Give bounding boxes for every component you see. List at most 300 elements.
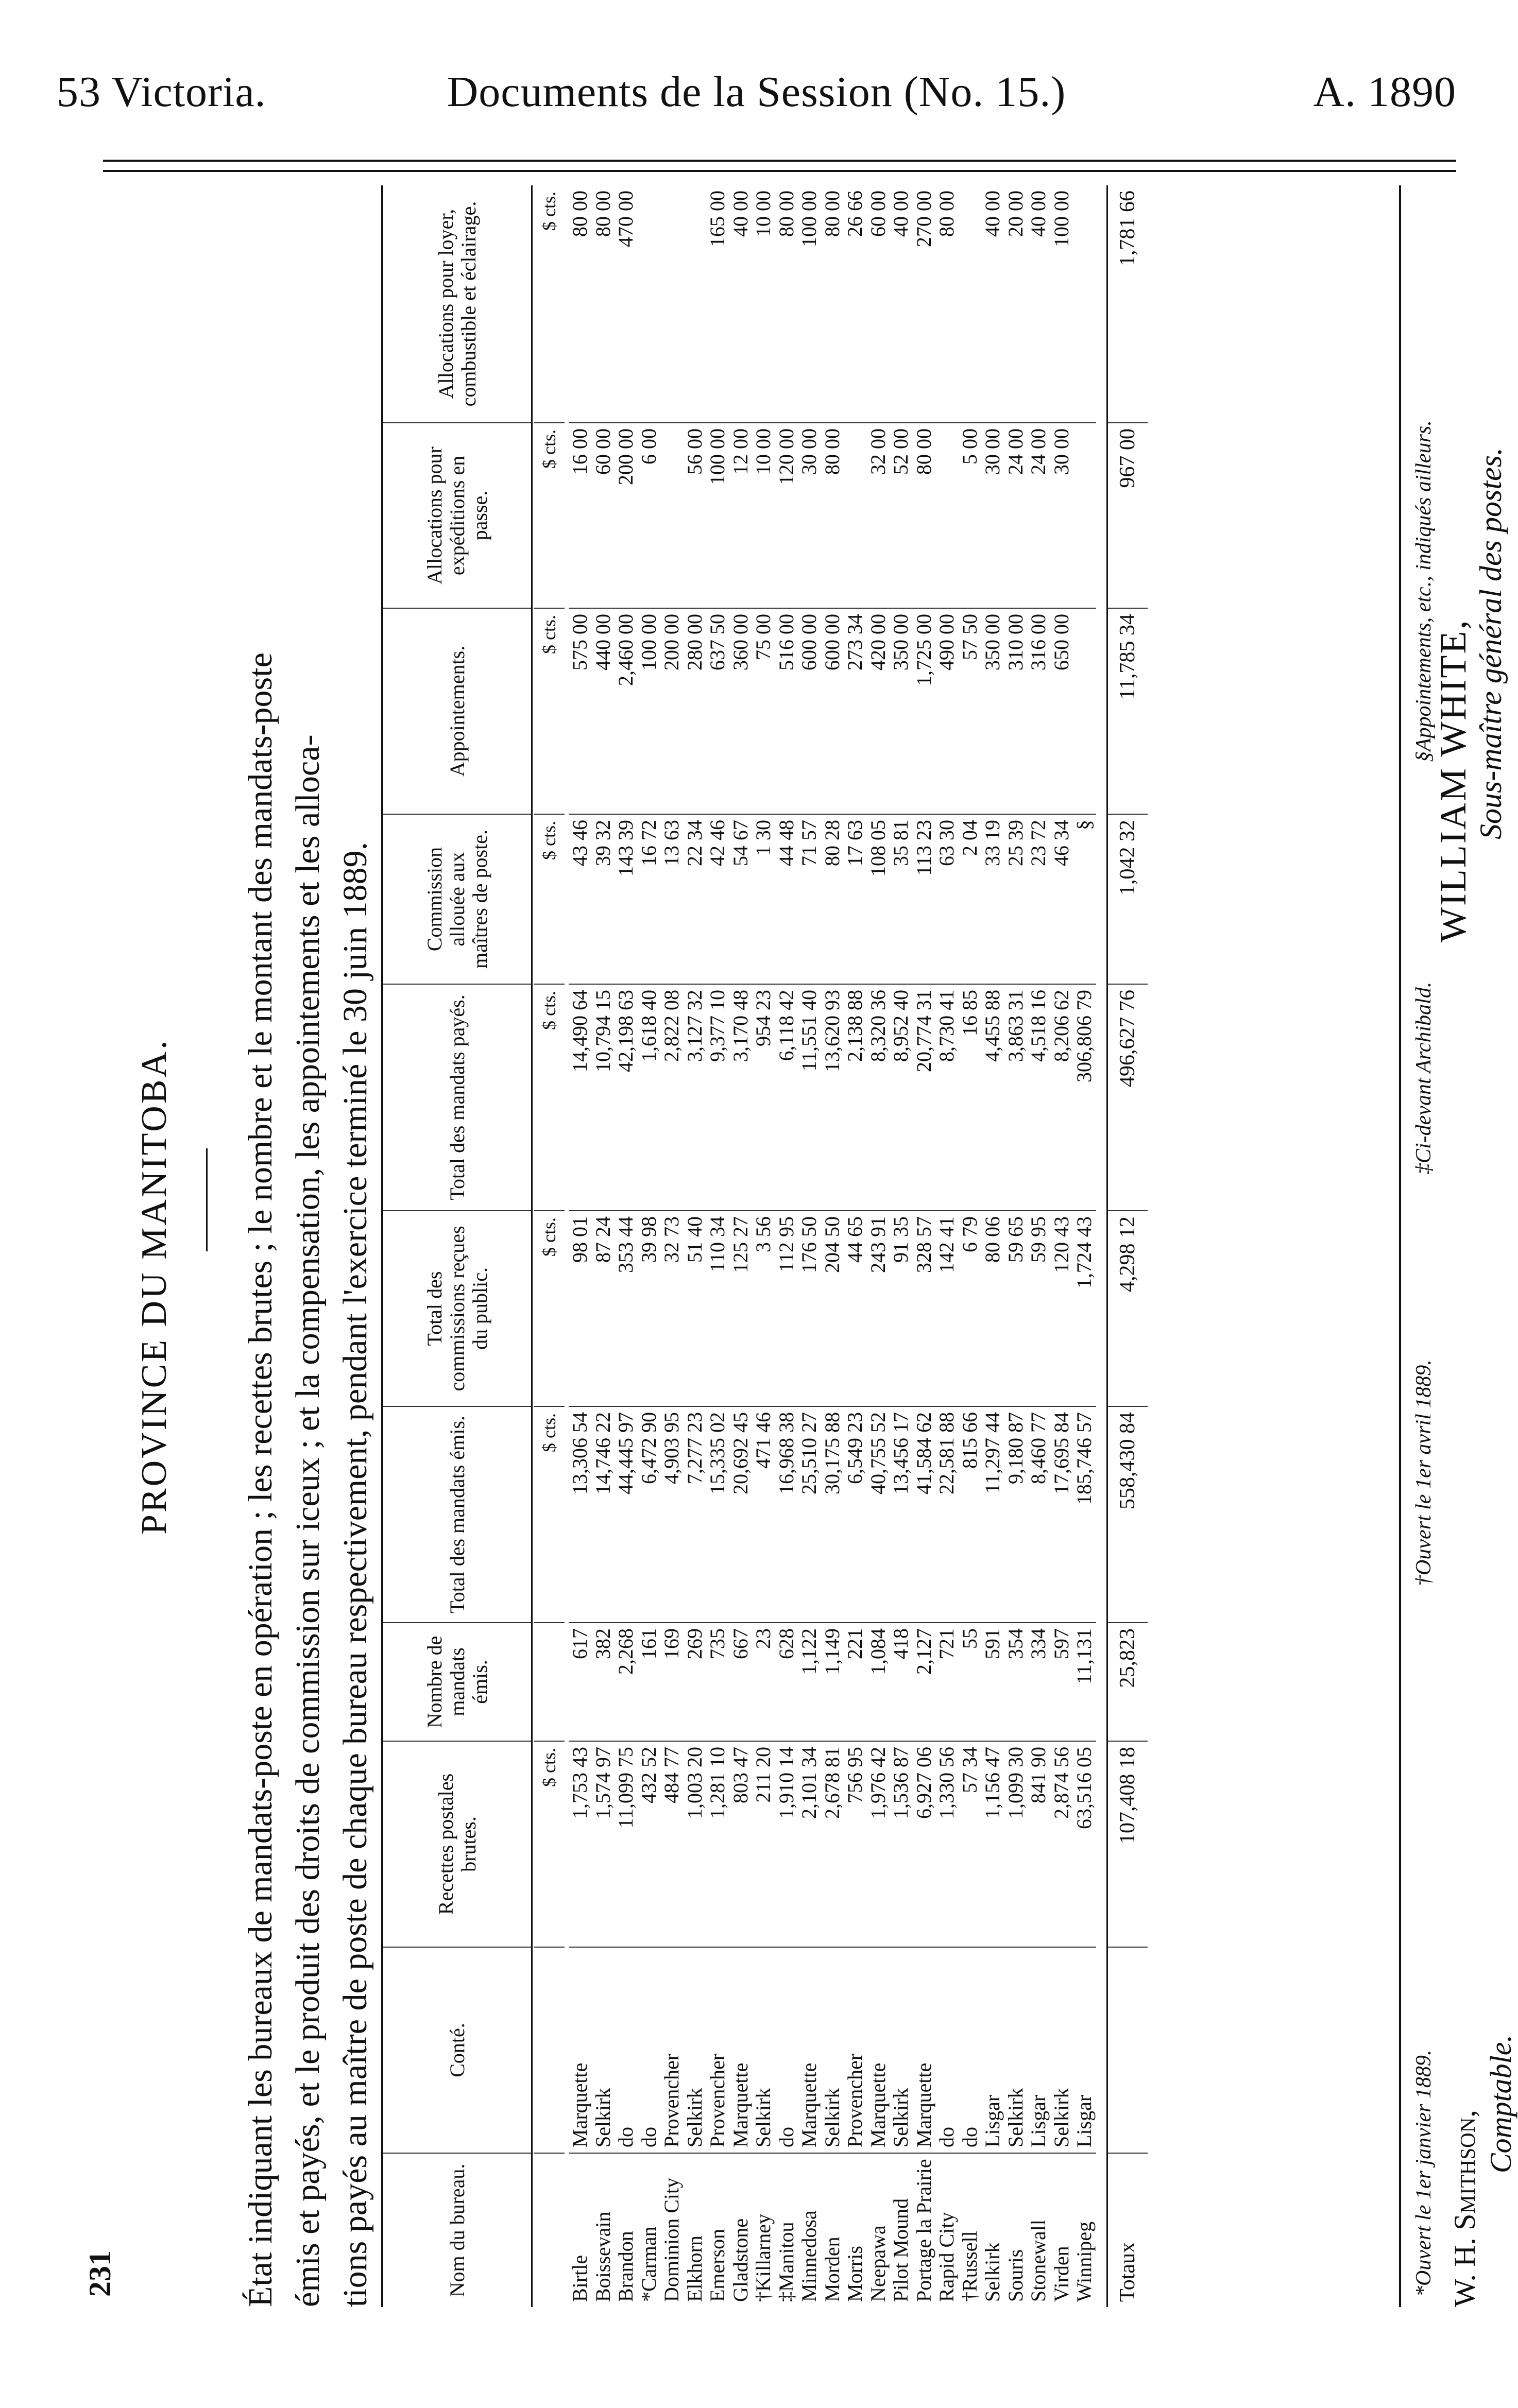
value-cell: 13,620 93 bbox=[821, 984, 844, 1210]
county-cell: Lisgar bbox=[981, 1947, 1004, 2153]
value-cell: 516 00 bbox=[775, 608, 798, 814]
totals-cell: 496,627 76 bbox=[1108, 984, 1148, 1210]
value-cell: 185,746 57 bbox=[1073, 1406, 1096, 1622]
value-cell: 143 39 bbox=[615, 814, 638, 984]
intro-paragraph bbox=[237, 185, 379, 2307]
value-cell: 1,910 14 bbox=[775, 1741, 798, 1947]
value-cell: 617 bbox=[569, 1622, 592, 1741]
header-rule bbox=[103, 160, 1456, 162]
value-cell: 17 63 bbox=[844, 814, 867, 984]
value-cell: 1,330 56 bbox=[935, 1741, 959, 1947]
col-header-receipts: Recettes postales brutes. bbox=[383, 1741, 531, 1947]
value-cell: 2,127 bbox=[913, 1622, 936, 1741]
table-row bbox=[798, 185, 821, 2307]
table-row bbox=[959, 185, 982, 2307]
totals-cell: 1,042 32 bbox=[1108, 814, 1148, 984]
county-cell: do bbox=[935, 1947, 959, 2153]
value-cell: 484 77 bbox=[660, 1741, 684, 1947]
unit-cell: $ cts. bbox=[539, 192, 559, 231]
value-cell: 87 24 bbox=[592, 1210, 615, 1406]
value-cell: 204 50 bbox=[821, 1210, 844, 1406]
value-cell: 280 00 bbox=[684, 608, 707, 814]
table-row bbox=[1050, 185, 1073, 2307]
intro-line: émis et payés, et le produit des droits de commission sur iceux ; et la compensation, les appointements et les alloca- bbox=[289, 734, 327, 2307]
value-cell bbox=[660, 185, 684, 422]
value-cell: 211 20 bbox=[752, 1741, 775, 1947]
value-cell: 1 30 bbox=[752, 814, 775, 984]
value-cell: 273 34 bbox=[844, 608, 867, 814]
value-cell: 1,976 42 bbox=[867, 1741, 890, 1947]
value-cell: 110 34 bbox=[706, 1210, 729, 1406]
value-cell: 360 00 bbox=[729, 608, 753, 814]
value-cell: 8,320 36 bbox=[867, 984, 890, 1210]
value-cell: 44 48 bbox=[775, 814, 798, 984]
value-cell: 270 00 bbox=[912, 191, 935, 247]
value-cell: 1,574 97 bbox=[592, 1741, 615, 1947]
value-cell: 2,822 08 bbox=[660, 984, 684, 1210]
county-cell: Marquette bbox=[867, 1947, 890, 2153]
value-cell: 7,277 23 bbox=[684, 1406, 707, 1622]
office-name-cell: *Carman bbox=[638, 2153, 661, 2307]
unit-cell: $ cts. bbox=[534, 814, 565, 984]
value-cell: 35 81 bbox=[890, 814, 913, 984]
table-row bbox=[1004, 185, 1028, 2307]
office-name-cell: Brandon bbox=[615, 2153, 638, 2307]
value-cell: 17,695 84 bbox=[1050, 1406, 1073, 1622]
value-cell: 2,101 34 bbox=[798, 1741, 821, 1947]
value-cell: 75 00 bbox=[752, 608, 775, 814]
value-cell: 44,445 97 bbox=[615, 1406, 638, 1622]
value-cell: 637 50 bbox=[706, 608, 729, 814]
province-title: PROVINCE DU MANITOBA. bbox=[134, 1038, 174, 1535]
totals-cell: 25,823 bbox=[1108, 1622, 1148, 1741]
value-cell: 382 bbox=[592, 1622, 615, 1741]
col-header-orders-count: Nombre de mandats émis. bbox=[383, 1622, 531, 1741]
value-cell: 55 bbox=[959, 1622, 982, 1741]
value-cell: 8,206 62 bbox=[1050, 984, 1073, 1210]
value-cell: 13 63 bbox=[660, 814, 684, 984]
table-row bbox=[867, 185, 890, 2307]
col-header-dispatch-allowance: Allocations pour expéditions en passe. bbox=[383, 422, 531, 608]
totals-cell: 11,785 34 bbox=[1108, 608, 1148, 814]
value-cell: 40,755 52 bbox=[867, 1406, 890, 1622]
value-cell: 22 34 bbox=[684, 814, 707, 984]
county-cell: Selkirk bbox=[684, 1947, 707, 2153]
value-cell: 1,618 40 bbox=[638, 984, 661, 1210]
office-name-cell: Dominion City bbox=[660, 2153, 684, 2307]
office-name-cell: †Killarney bbox=[752, 2153, 775, 2307]
value-cell: 100 00 bbox=[797, 191, 821, 247]
county-cell: Lisgar bbox=[1027, 1947, 1050, 2153]
table-row bbox=[660, 185, 684, 2307]
value-cell bbox=[959, 185, 982, 422]
office-name-cell: Souris bbox=[1004, 2153, 1028, 2307]
office-name-cell: ‡Manitou bbox=[775, 2153, 798, 2307]
table-row bbox=[638, 185, 661, 2307]
header-session: 53 Victoria. bbox=[57, 68, 266, 116]
value-cell: 11,551 40 bbox=[798, 984, 821, 1210]
county-cell: do bbox=[959, 1947, 982, 2153]
value-cell: 334 bbox=[1027, 1622, 1050, 1741]
office-name-cell: Birtle bbox=[569, 2153, 592, 2307]
value-cell: 25,510 27 bbox=[798, 1406, 821, 1622]
value-cell: 112 95 bbox=[775, 1210, 798, 1406]
col-header-salaries: Appointements. bbox=[383, 608, 531, 814]
county-cell: Provencher bbox=[844, 1947, 867, 2153]
value-cell: 243 91 bbox=[867, 1210, 890, 1406]
value-cell: 59 95 bbox=[1027, 1210, 1050, 1406]
value-cell: 142 41 bbox=[935, 1210, 959, 1406]
value-cell: 13,306 54 bbox=[569, 1406, 592, 1622]
value-cell: 71 57 bbox=[798, 814, 821, 984]
intro-line: État indiquant les bureaux de mandats-poste en opération ; les recettes brutes ; le nombre et le montant des mandats-poste bbox=[242, 652, 279, 2307]
county-cell: Marquette bbox=[569, 1947, 592, 2153]
value-cell: 803 47 bbox=[729, 1741, 753, 1947]
value-cell bbox=[638, 185, 661, 422]
value-cell: 6,472 90 bbox=[638, 1406, 661, 1622]
totals-cell: 558,430 84 bbox=[1108, 1406, 1148, 1622]
value-cell: 350 00 bbox=[890, 608, 913, 814]
value-cell: 20,774 31 bbox=[913, 984, 936, 1210]
value-cell: 80 00 bbox=[935, 191, 959, 237]
value-cell: 40 00 bbox=[728, 191, 752, 237]
unit-cell: $ cts. bbox=[534, 422, 565, 608]
value-cell: 39 98 bbox=[638, 1210, 661, 1406]
value-cell: 2,678 81 bbox=[821, 1741, 844, 1947]
value-cell: 169 bbox=[660, 1622, 684, 1741]
value-cell: 1,725 00 bbox=[913, 608, 936, 814]
value-cell: 735 bbox=[706, 1622, 729, 1741]
value-cell: 60 00 bbox=[866, 191, 890, 237]
value-cell: 8,730 41 bbox=[935, 984, 959, 1210]
table-row bbox=[592, 185, 615, 2307]
col-header-rent-allowance: Allocations pour loyer, combustible et éclairage. bbox=[434, 201, 480, 407]
accountant-title: Comptable. bbox=[1484, 2034, 1517, 2173]
value-cell: 310 00 bbox=[1004, 608, 1028, 814]
value-cell: 108 05 bbox=[867, 814, 890, 984]
value-cell: 23 bbox=[752, 1622, 775, 1741]
accountant-name: W. H. Smithson, bbox=[1448, 2110, 1481, 2307]
unit-cell bbox=[534, 2153, 565, 2307]
office-name-cell: Elkhorn bbox=[684, 2153, 707, 2307]
county-cell: Provencher bbox=[660, 1947, 684, 2153]
value-cell: 57 50 bbox=[959, 608, 982, 814]
value-cell: 120 43 bbox=[1050, 1210, 1073, 1406]
value-cell: 1,003 20 bbox=[684, 1741, 707, 1947]
value-cell: 80 00 bbox=[568, 191, 592, 237]
value-cell: 954 23 bbox=[752, 984, 775, 1210]
value-cell: 80 00 bbox=[591, 191, 615, 237]
value-cell: 490 00 bbox=[935, 608, 959, 814]
table-row bbox=[935, 185, 959, 2307]
value-cell: 40 00 bbox=[1027, 191, 1050, 237]
unit-cell: $ cts. bbox=[534, 984, 565, 1210]
unit-cell: $ cts. bbox=[534, 608, 565, 814]
value-cell bbox=[684, 185, 707, 422]
value-cell: 667 bbox=[729, 1622, 753, 1741]
value-cell: 721 bbox=[935, 1622, 959, 1741]
page-number: 231 bbox=[83, 2250, 117, 2297]
value-cell: 100 00 bbox=[706, 422, 729, 608]
value-cell: 42 46 bbox=[706, 814, 729, 984]
office-name-cell: Minnedosa bbox=[798, 2153, 821, 2307]
value-cell: 2,874 56 bbox=[1050, 1741, 1073, 1947]
value-cell: 33 19 bbox=[981, 814, 1004, 984]
unit-cell bbox=[534, 1947, 565, 2153]
totals-cell: 1,781 66 bbox=[1116, 191, 1139, 266]
value-cell: 221 bbox=[844, 1622, 867, 1741]
value-cell: 80 00 bbox=[820, 191, 844, 237]
county-cell: Selkirk bbox=[1050, 1947, 1073, 2153]
value-cell: 161 bbox=[638, 1622, 661, 1741]
table-row bbox=[752, 185, 775, 2307]
rotated-page-body bbox=[83, 185, 1517, 2307]
value-cell: 39 32 bbox=[592, 814, 615, 984]
value-cell: 23 72 bbox=[1027, 814, 1050, 984]
value-cell: 54 67 bbox=[729, 814, 753, 984]
value-cell: 14,490 64 bbox=[569, 984, 592, 1210]
header-year: A. 1890 bbox=[1313, 68, 1456, 116]
value-cell: 6,549 23 bbox=[844, 1406, 867, 1622]
county-cell: do bbox=[615, 1947, 638, 2153]
value-cell: 2,460 00 bbox=[615, 608, 638, 814]
value-cell: 2,138 88 bbox=[844, 984, 867, 1210]
office-name-cell: Selkirk bbox=[981, 2153, 1004, 2307]
value-cell: 2,268 bbox=[615, 1622, 638, 1741]
units-row bbox=[534, 185, 565, 2307]
value-cell: 63 30 bbox=[935, 814, 959, 984]
value-cell: 41,584 62 bbox=[913, 1406, 936, 1622]
value-cell: 32 00 bbox=[867, 422, 890, 608]
value-cell: 13,456 17 bbox=[890, 1406, 913, 1622]
office-name-cell: †Russell bbox=[959, 2153, 982, 2307]
value-cell: 306,806 79 bbox=[1073, 984, 1096, 1210]
totals-cell bbox=[1108, 1947, 1148, 2153]
value-cell: 40 00 bbox=[981, 191, 1004, 237]
value-cell: 9,180 87 bbox=[1004, 1406, 1028, 1622]
value-cell: 6,118 42 bbox=[775, 984, 798, 1210]
value-cell: 52 00 bbox=[890, 422, 913, 608]
county-cell: Selkirk bbox=[821, 1947, 844, 2153]
deputy-postmaster-name: WILLIAM WHITE, bbox=[1432, 618, 1474, 942]
value-cell: 1,122 bbox=[798, 1622, 821, 1741]
county-cell: Marquette bbox=[729, 1947, 753, 2153]
footnote: ‡Ci-devant Archibald. bbox=[1412, 982, 1436, 1174]
county-cell: Marquette bbox=[913, 1947, 936, 2153]
value-cell: 15,335 02 bbox=[706, 1406, 729, 1622]
value-cell: 353 44 bbox=[615, 1210, 638, 1406]
intro-line: tions payés au maître de poste de chaque bureau respectivement, pendant l'exercice terminé le 30 juin 1889. bbox=[336, 841, 374, 2307]
value-cell: 815 66 bbox=[959, 1406, 982, 1622]
county-cell: Selkirk bbox=[1004, 1947, 1028, 2153]
value-cell: 46 34 bbox=[1050, 814, 1073, 984]
county-cell: do bbox=[638, 1947, 661, 2153]
table-row bbox=[569, 185, 592, 2307]
value-cell: 3 56 bbox=[752, 1210, 775, 1406]
value-cell: 841 90 bbox=[1027, 1741, 1050, 1947]
value-cell bbox=[844, 422, 867, 608]
value-cell: 24 00 bbox=[1027, 422, 1050, 608]
value-cell: 98 01 bbox=[569, 1210, 592, 1406]
value-cell: 3,127 32 bbox=[684, 984, 707, 1210]
col-header-county: Conté. bbox=[383, 1947, 531, 2153]
value-cell: 26 66 bbox=[843, 191, 867, 237]
table-row bbox=[706, 185, 729, 2307]
office-name-cell: Rapid City bbox=[935, 2153, 959, 2307]
value-cell: 80 00 bbox=[774, 191, 798, 237]
table-row bbox=[615, 185, 638, 2307]
value-cell: 470 00 bbox=[614, 191, 638, 247]
value-cell: 42,198 63 bbox=[615, 984, 638, 1210]
value-cell: 6 00 bbox=[638, 422, 661, 608]
table-row bbox=[890, 185, 913, 2307]
value-cell: 57 34 bbox=[959, 1741, 982, 1947]
value-cell: 1,156 47 bbox=[981, 1741, 1004, 1947]
footnote: *Ouvert le 1er janvier 1889. bbox=[1412, 2050, 1436, 2297]
value-cell: 100 00 bbox=[638, 608, 661, 814]
value-cell: 20,692 45 bbox=[729, 1406, 753, 1622]
office-name-cell: Emerson bbox=[706, 2153, 729, 2307]
value-cell: 200 00 bbox=[660, 608, 684, 814]
value-cell: 6 79 bbox=[959, 1210, 982, 1406]
office-name-cell: Morden bbox=[821, 2153, 844, 2307]
unit-cell: $ cts. bbox=[534, 1210, 565, 1406]
value-cell: 418 bbox=[890, 1622, 913, 1741]
value-cell: 3,863 31 bbox=[1004, 984, 1028, 1210]
col-header-orders-paid: Total des mandats payés. bbox=[383, 984, 531, 1210]
value-cell: 30 00 bbox=[981, 422, 1004, 608]
value-cell bbox=[935, 422, 959, 608]
value-cell: 597 bbox=[1050, 1622, 1073, 1741]
value-cell: 80 28 bbox=[821, 814, 844, 984]
office-name-cell: Morris bbox=[844, 2153, 867, 2307]
header-title: Documents de la Session (No. 15.) bbox=[447, 68, 1066, 116]
county-cell: do bbox=[775, 1947, 798, 2153]
value-cell: 16 85 bbox=[959, 984, 982, 1210]
value-cell: 16,968 38 bbox=[775, 1406, 798, 1622]
value-cell: 471 46 bbox=[752, 1406, 775, 1622]
office-name-cell: Stonewall bbox=[1027, 2153, 1050, 2307]
value-cell bbox=[1073, 608, 1096, 814]
value-cell: 63,516 05 bbox=[1073, 1741, 1096, 1947]
value-cell: 600 00 bbox=[798, 608, 821, 814]
value-cell: 4,518 16 bbox=[1027, 984, 1050, 1210]
table-header-row bbox=[383, 185, 533, 2307]
value-cell: 328 57 bbox=[913, 1210, 936, 1406]
footnote: †Ouvert le 1er avril 1889. bbox=[1412, 1360, 1436, 1586]
value-cell: 10,794 15 bbox=[592, 984, 615, 1210]
value-cell: 40 00 bbox=[889, 191, 913, 237]
page-header bbox=[57, 67, 1456, 129]
value-cell: 43 46 bbox=[569, 814, 592, 984]
header-rule-2 bbox=[103, 170, 1456, 172]
office-name-cell: Virden bbox=[1050, 2153, 1073, 2307]
value-cell: 20 00 bbox=[1003, 191, 1027, 237]
value-cell: 30 00 bbox=[1050, 422, 1073, 608]
value-cell: 200 00 bbox=[615, 422, 638, 608]
value-cell: 1,724 43 bbox=[1073, 1210, 1096, 1406]
value-cell: 24 00 bbox=[1004, 422, 1028, 608]
value-cell bbox=[660, 422, 684, 608]
value-cell: 8,460 77 bbox=[1027, 1406, 1050, 1622]
value-cell: 60 00 bbox=[592, 422, 615, 608]
office-name-cell: Boissevain bbox=[592, 2153, 615, 2307]
office-name-cell: Gladstone bbox=[729, 2153, 753, 2307]
county-cell: Provencher bbox=[706, 1947, 729, 2153]
value-cell: 4,903 95 bbox=[660, 1406, 684, 1622]
value-cell: 25 39 bbox=[1004, 814, 1028, 984]
value-cell: 1,149 bbox=[821, 1622, 844, 1741]
county-cell: Selkirk bbox=[592, 1947, 615, 2153]
table-row bbox=[981, 185, 1004, 2307]
unit-cell: $ cts. bbox=[534, 1406, 565, 1622]
value-cell: 591 bbox=[981, 1622, 1004, 1741]
value-cell: 32 73 bbox=[660, 1210, 684, 1406]
value-cell: 80 06 bbox=[981, 1210, 1004, 1406]
value-cell: 2 04 bbox=[959, 814, 982, 984]
value-cell: 100 00 bbox=[1049, 191, 1073, 247]
value-cell: 30 00 bbox=[798, 422, 821, 608]
value-cell: 11,297 44 bbox=[981, 1406, 1004, 1622]
value-cell: 1,099 30 bbox=[1004, 1741, 1028, 1947]
office-name-cell: Portage la Prairie bbox=[913, 2153, 936, 2307]
office-name-cell: Pilot Mound bbox=[890, 2153, 913, 2307]
office-name-cell: Neepawa bbox=[867, 2153, 890, 2307]
totals-row bbox=[1106, 185, 1148, 2307]
value-cell: 1,536 87 bbox=[890, 1741, 913, 1947]
value-cell: 600 00 bbox=[821, 608, 844, 814]
value-cell: 165 00 bbox=[706, 191, 729, 247]
value-cell: § bbox=[1073, 814, 1096, 984]
value-cell: 11,099 75 bbox=[615, 1741, 638, 1947]
value-cell: 5 00 bbox=[959, 422, 982, 608]
value-cell: 440 00 bbox=[592, 608, 615, 814]
value-cell: 756 95 bbox=[844, 1741, 867, 1947]
county-cell: Selkirk bbox=[890, 1947, 913, 2153]
value-cell: 3,170 48 bbox=[729, 984, 753, 1210]
value-cell: 30,175 88 bbox=[821, 1406, 844, 1622]
office-name-cell: Winnipeg bbox=[1073, 2153, 1096, 2307]
deputy-postmaster-title: Sous-maître général des postes. bbox=[1474, 447, 1508, 839]
value-cell: 8,952 40 bbox=[890, 984, 913, 1210]
value-cell: 1,084 bbox=[867, 1622, 890, 1741]
value-cell: 628 bbox=[775, 1622, 798, 1741]
title-rule bbox=[206, 1148, 208, 1251]
value-cell: 420 00 bbox=[867, 608, 890, 814]
value-cell: 120 00 bbox=[775, 422, 798, 608]
value-cell: 80 00 bbox=[821, 422, 844, 608]
value-cell: 10 00 bbox=[752, 422, 775, 608]
col-header-commission-allowed: Commission allouée aux maîtres de poste. bbox=[383, 814, 531, 984]
value-cell: 9,377 10 bbox=[706, 984, 729, 1210]
col-header-office: Nom du bureau. bbox=[383, 2153, 531, 2307]
value-cell: 354 bbox=[1004, 1622, 1028, 1741]
table-row bbox=[844, 185, 867, 2307]
value-cell: 6,927 06 bbox=[913, 1741, 936, 1947]
footnote: §Appointements, etc., indiqués ailleurs. bbox=[1412, 420, 1436, 762]
table-row bbox=[684, 185, 707, 2307]
value-cell bbox=[1073, 185, 1096, 422]
totals-cell: 107,408 18 bbox=[1108, 1741, 1148, 1947]
value-cell: 16 72 bbox=[638, 814, 661, 984]
value-cell: 12 00 bbox=[729, 422, 753, 608]
totals-cell: 4,298 12 bbox=[1108, 1210, 1148, 1406]
value-cell: 14,746 22 bbox=[592, 1406, 615, 1622]
value-cell: 4,455 88 bbox=[981, 984, 1004, 1210]
value-cell: 113 23 bbox=[913, 814, 936, 984]
unit-cell bbox=[534, 1622, 565, 1741]
county-cell: Lisgar bbox=[1073, 1947, 1096, 2153]
